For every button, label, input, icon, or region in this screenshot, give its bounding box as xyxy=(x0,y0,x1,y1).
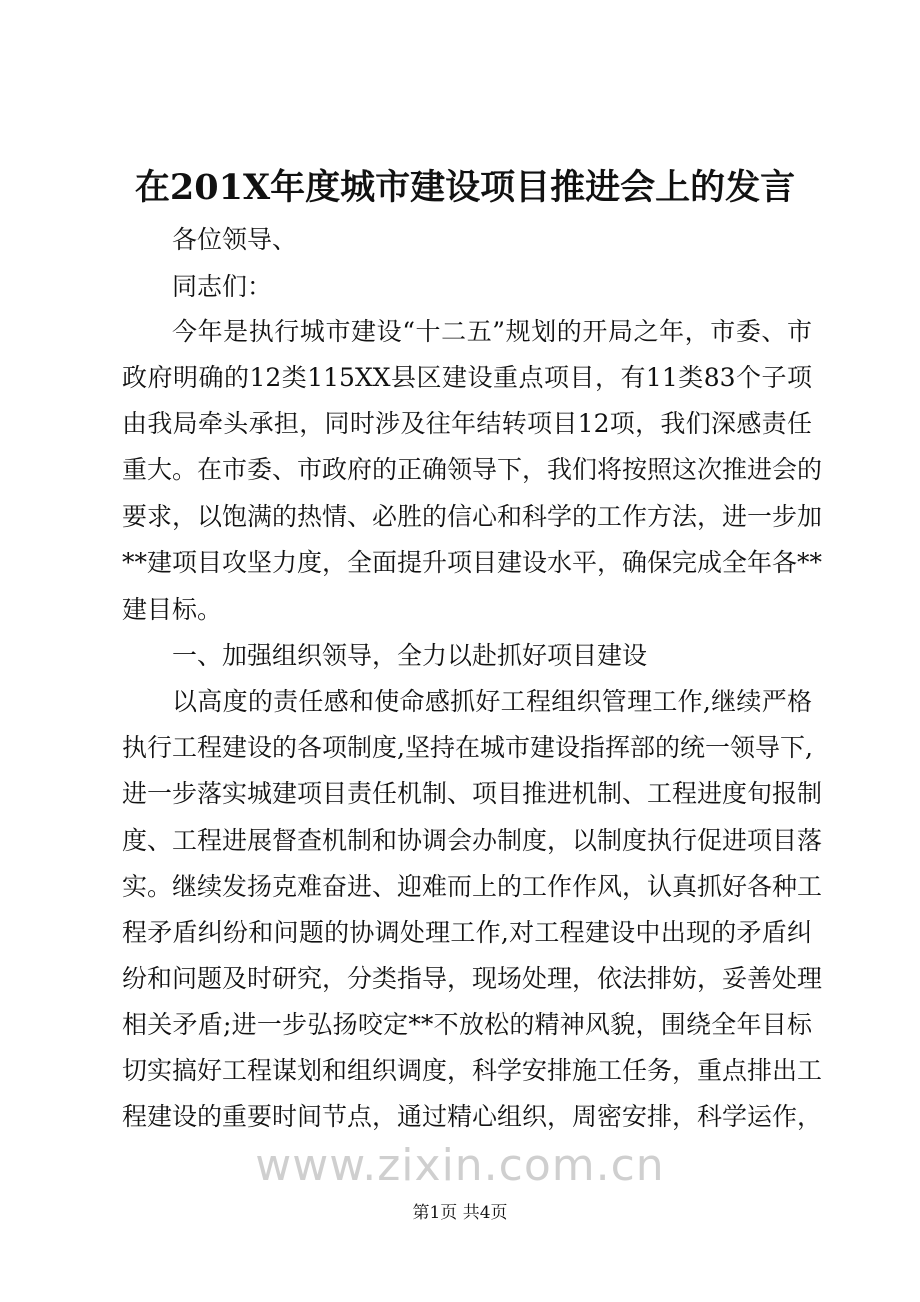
watermark: www.zixin.com.cn xyxy=(255,1140,665,1191)
document-title: 在201X年度城市建设项目推进会上的发言 xyxy=(134,167,796,208)
paragraph-line: 要求，以饱满的热情、必胜的信心和科学的工作方法，进一步加 xyxy=(122,502,823,531)
salutation-line: 同志们： xyxy=(172,272,273,301)
paragraph-line: 以高度的责任感和使命感抓好工程组织管理工作,继续严格 xyxy=(172,687,812,716)
paragraph-line: 程建设的重要时间节点，通过精心组织，周密安排，科学运作， xyxy=(122,1102,823,1131)
paragraph-line: 由我局牵头承担，同时涉及往年结转项目12项，我们深感责任 xyxy=(122,409,812,438)
paragraph-line: 重大。在市委、市政府的正确领导下，我们将按照这次推进会的 xyxy=(122,455,823,484)
paragraph-line: 度、工程进展督查机制和协调会办制度，以制度执行促进项目落 xyxy=(122,826,823,855)
paragraph-line: 实。继续发扬克难奋进、迎难而上的工作作风，认真抓好各种工 xyxy=(122,872,823,901)
salutation-line: 各位领导、 xyxy=(172,225,298,254)
paragraph-line: 纷和问题及时研究，分类指导，现场处理，依法排妨，妥善处理 xyxy=(122,964,823,993)
paragraph-line: 建目标。 xyxy=(122,595,223,624)
paragraph-line: 程矛盾纠纷和问题的协调处理工作,对工程建设中出现的矛盾纠 xyxy=(122,918,812,947)
paragraph-line: **建项目攻坚力度，全面提升项目建设水平，确保完成全年各** xyxy=(122,548,823,577)
paragraph-line: 切实搞好工程谋划和组织调度，科学安排施工任务，重点排出工 xyxy=(122,1056,823,1085)
paragraph-line: 政府明确的12类115XX县区建设重点项目，有11类83个子项 xyxy=(122,363,812,392)
page-footer: 第1页 共4页 xyxy=(412,1203,508,1223)
paragraph-line: 进一步落实城建项目责任机制、项目推进机制、工程进度旬报制 xyxy=(122,779,823,808)
paragraph-line: 今年是执行城市建设“十二五”规划的开局之年，市委、市 xyxy=(172,317,812,346)
section-heading: 一、加强组织领导，全力以赴抓好项目建设 xyxy=(172,641,648,670)
paragraph-line: 相关矛盾;进一步弘扬咬定**不放松的精神风貌，围绕全年目标 xyxy=(122,1010,812,1039)
paragraph-line: 执行工程建设的各项制度,坚持在城市建设指挥部的统一领导下, xyxy=(122,733,813,762)
